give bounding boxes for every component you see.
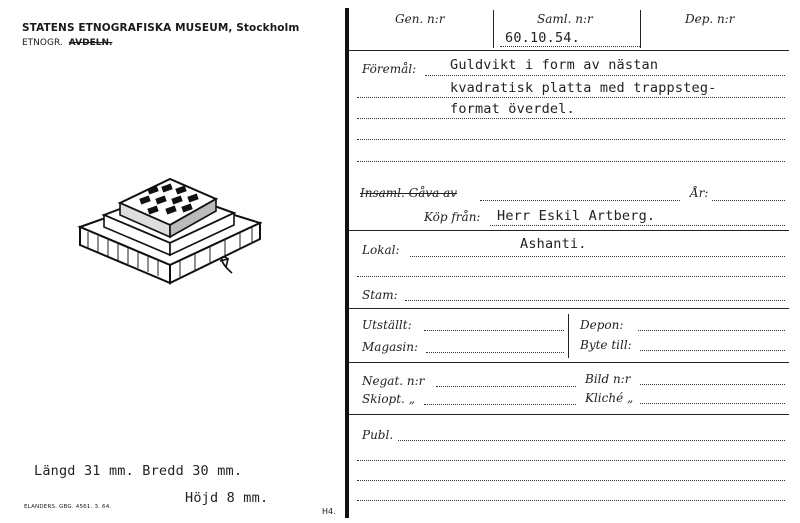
gold-weight-drawing [70, 165, 270, 295]
object-dotted-line [425, 75, 785, 76]
etno-label: ETNOGR. [22, 38, 63, 48]
object-label: Föremål: [362, 62, 417, 76]
year-dotted-line [712, 200, 785, 201]
cliche-label: Kliché „ [585, 391, 634, 405]
publication-dotted-line [398, 440, 785, 441]
dimensions-line-2: Höjd 8 mm. [185, 490, 269, 506]
tribe-dotted-line [405, 300, 785, 301]
publication-dotted-line [357, 500, 785, 501]
exhibited-label: Utställt: [362, 318, 412, 332]
object-dotted-line [357, 139, 785, 140]
object-dotted-line [357, 161, 785, 162]
locality-dotted-line [410, 256, 785, 257]
divider [493, 10, 494, 48]
collection-struck-label: Insaml. Gåva av [360, 186, 458, 200]
rule [349, 230, 789, 231]
storage-dotted-line [426, 352, 564, 353]
purchase-value: Herr Eskil Artberg. [497, 208, 656, 224]
printer-imprint: ELANDERS. GBG. 4561. 3. 64. [24, 504, 112, 510]
rule [349, 414, 789, 415]
etno-struck-text: AVDELN. [68, 38, 113, 48]
object-line-2: kvadratisk platta med trappsteg- [450, 80, 717, 96]
object-dotted-line [357, 118, 785, 119]
image-dotted-line [640, 384, 785, 385]
deposit-label: Depon: [580, 318, 624, 332]
cliche-dotted-line [640, 403, 785, 404]
exhibited-dotted-line [424, 330, 564, 331]
publication-dotted-line [357, 480, 785, 481]
locality-value: Ashanti. [520, 236, 587, 252]
slide-label: Skiopt. „ [362, 392, 415, 406]
rule [349, 308, 789, 309]
storage-label: Magasin: [362, 340, 419, 354]
publication-label: Publ. [362, 428, 394, 442]
purchase-dotted-line [490, 225, 785, 226]
dimensions-line-1: Längd 31 mm. Bredd 30 mm. [34, 463, 243, 479]
saml-nr-value: 60.10.54. [505, 30, 580, 46]
rule [349, 362, 789, 363]
card-spine-rule [345, 8, 349, 518]
locality-label: Lokal: [362, 243, 400, 257]
negative-dotted-line [436, 386, 576, 387]
saml-nr-label: Saml. n:r [537, 12, 593, 26]
image-nr-label: Bild n:r [585, 372, 631, 386]
gen-nr-label: Gen. n:r [395, 12, 445, 26]
locality-dotted-line [357, 276, 785, 277]
rule [349, 50, 789, 51]
deposit-dotted-line [638, 330, 785, 331]
exchange-dotted-line [640, 350, 785, 351]
publication-dotted-line [357, 460, 785, 461]
museum-name: STATENS ETNOGRAFISKA MUSEUM, Stockholm [22, 22, 300, 34]
exchange-label: Byte till: [580, 338, 632, 352]
divider [640, 10, 641, 48]
negative-nr-label: Negat. n:r [362, 374, 425, 388]
saml-line [500, 46, 640, 47]
year-label: År: [690, 186, 709, 200]
slide-dotted-line [424, 404, 576, 405]
object-dotted-line [357, 97, 785, 98]
tribe-label: Stam: [362, 288, 398, 302]
dep-nr-label: Dep. n:r [685, 12, 735, 26]
object-line-3: format överdel. [450, 101, 575, 117]
divider [568, 314, 569, 358]
purchase-label: Köp från: [424, 210, 481, 224]
department-label [22, 38, 112, 48]
collection-dotted-line [480, 200, 680, 201]
card-code: H4. [322, 507, 336, 516]
object-line-1: Guldvikt i form av nästan [450, 57, 659, 73]
